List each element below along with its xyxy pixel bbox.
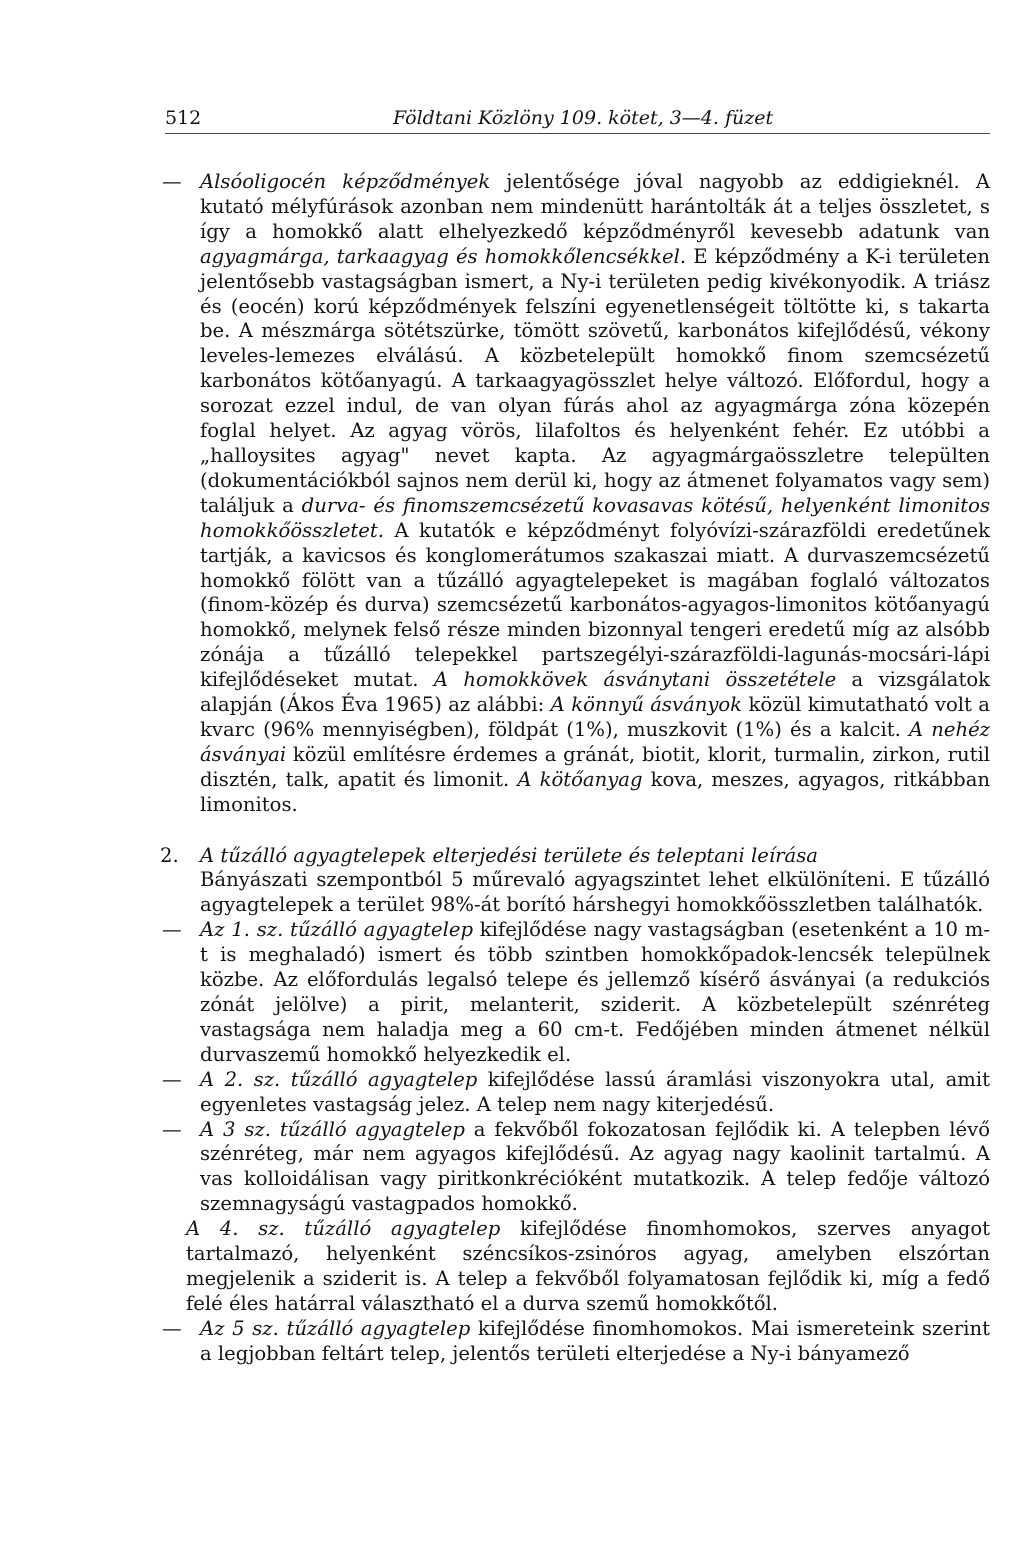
list-item (162, 1117, 990, 1218)
dash-marker: — (162, 918, 182, 942)
item-title: Az 1. sz. tűzálló agyagtelep (200, 918, 474, 942)
section-heading (160, 843, 990, 869)
section-number: 2. (160, 843, 179, 867)
item-text: a fekvőből fokozatosan fejlődik ki. A telepben lévő szénréteg, már nem agyagos kifejlődésű. Az agyag nagy kaolinit tartalmú. A vas kolloidálisan vagy piritkonkrécióként mutatkozik. A telep fedője változó szemnagyságú vastagpados homokkő. (200, 1117, 990, 1216)
text-run: jelentősége jóval nagyobb az eddigieknél. A kutató mélyfúrások azonban nem mindenütt harántolták át a teljes összletet, s így a homokkő alatt elhelyezkedő képződményről kevesebb adatunk van (200, 170, 990, 243)
page-body (160, 170, 990, 1367)
text-run: közül kimutatható volt a kvarc (96% mennyiségben), földpát (1%), muszkovit (1%) és a kalcit. (200, 693, 990, 741)
item-text: kifejlődése finomhomokos, szerves anyagot tartalmazó, helyenként széncsíkos-zsinóros agyag, amelyben elszórtan megjelenik a sziderit is. A telep a fekvőből folyamatosan fejlődik ki, míg a fedő felé éles határral választható el a durva szemű homokkőtől. (186, 1217, 990, 1315)
text-run: közül említésre érdemes a gránát, biotit, klorit, turmalin, zirkon, rutil disztén, talk, apatit és limonit. (200, 742, 990, 791)
dash-marker: — (162, 170, 182, 193)
term-binder: A kötőanyag (517, 767, 643, 791)
dash-marker: — (162, 1316, 182, 1340)
page-number: 512 (165, 107, 202, 129)
text-run: A kutatók e képződményt folyóvízi-szárazföldi eredetűnek tartják, a kavicsos és konglomerátumos szakaszai miatt. A durvaszemcsézetű homokkő fölött van a tűzálló agyagtelepeket is magában foglaló változatos (finom-közép és durva) szemcsézetű karbonátos-agyagos-limonitos kötőanyagú homokkő, melynek felső része minden bizonnyal tengeri eredetű míg az alsóbb zónája a tűzálló telepekkel partszegélyi-szárazföldi-lagunás-mocsári-lápi kifejlődéseket mutat. (200, 518, 990, 692)
term-light-minerals: A könnyű ásványok (550, 693, 743, 717)
item-title: A 4. sz. tűzálló agyagtelep (186, 1217, 501, 1241)
item-text: kifejlődése finomhomokos. Mai ismereteink szerint a legjobban feltárt telep, jelentős területi elterjedése a Ny-i bányamező (200, 1316, 990, 1365)
text-run: kova, meszes, agyagos, ritkábban limonitos. (200, 767, 990, 816)
term-sandstone-complex: durva- és finomszemcsézetű kovasavas kötésű, helyenként limonitos homokkőösszletet. (200, 493, 990, 542)
item-text: kifejlődése nagy vastagságban (esetenként a 10 m-t is meghaladó) ismert és több szintben homokkőpadok-lencsék települnek közbe. Az előfordulás legalsó telepe és jellemző kísérő ásványai (a redukciós zónát jelölve) a pirit, melanterit, sziderit. A közbetelepült szénréteg vastagsága nem haladja meg a 60 cm-t. Fedőjében minden átmenet nélkül durvaszemű homokkő helyezkedik el. (200, 918, 990, 1066)
term-clay-marl: agyagmárga, tarkaagyag és homokkőlencsékkel. (200, 244, 687, 268)
term-lower-oligocene: Alsóoligocén képződmények (200, 170, 491, 193)
item-title: Az 5 sz. tűzálló agyagtelep (200, 1316, 471, 1340)
dash-marker: — (162, 1067, 182, 1091)
section-title: A tűzálló agyagtelepek elterjedési területe és teleptani leírása (200, 843, 818, 867)
section-intro: Bányászati szempontból 5 műrevaló agyagszintet lehet elkülöníteni. E tűzálló agyagtelepek a terület 98%-át borító hárshegyi homokkőösszletben találhatók. (200, 868, 990, 917)
item-text: kifejlődése lassú áramlási viszonyokra utal, amit egyenletes vastagság jelez. A telep nem nagy kiterjedésű. (200, 1067, 990, 1116)
dash-marker: — (162, 1117, 182, 1141)
running-header (165, 103, 990, 134)
list-item (186, 1217, 990, 1317)
list-item (162, 918, 990, 1067)
paragraph-lower-oligocene (162, 170, 990, 818)
text-run: E képződmény a K-i területen jelentősebb vastagságban ismert, a Ny-i területen pedig kivékonyodik. A triász és (eocén) korú képződmények felszíni egyenetlenségeit töltötte ki, s takarta be. A mészmárga sötétszürke, tömött szövetű, karbonátos kifejlődésű, vékony leveles-lemezes elválású. A közbetelepült homokkő finom szemcsézetű karbonátos kötőanyagú. A tarkaagyagösszlet helye változó. Előfordul, hogy a sorozat ezzel indul, de van olyan fúrás ahol az agyagmárga zóna közepén foglal helyet. Az agyag vörös, lilafoltos és helyenként fehér. Ez utóbbi a „halloysites agyag" nevet kapta. Az agyagmárgaösszletre települten (dokumentációkból sajnos nem derül ki, hogy az átmenet folyamatos vagy sem) találjuk a (200, 244, 990, 517)
list-item (162, 1316, 990, 1367)
list-item (162, 1067, 990, 1118)
term-mineral-composition: A homokkövek ásványtani összetétele (433, 668, 837, 692)
journal-title: Földtani Közlöny 109. kötet, 3—4. füzet (393, 107, 774, 129)
text-run: a vizsgálatok alapján (Ákos Éva 1965) az alábbi: (200, 668, 990, 717)
item-title: A 3 sz. tűzálló agyagtelep (200, 1117, 465, 1141)
term-heavy-minerals: A nehéz ásványai (200, 717, 990, 766)
item-title: A 2. sz. tűzálló agyagtelep (200, 1067, 478, 1091)
